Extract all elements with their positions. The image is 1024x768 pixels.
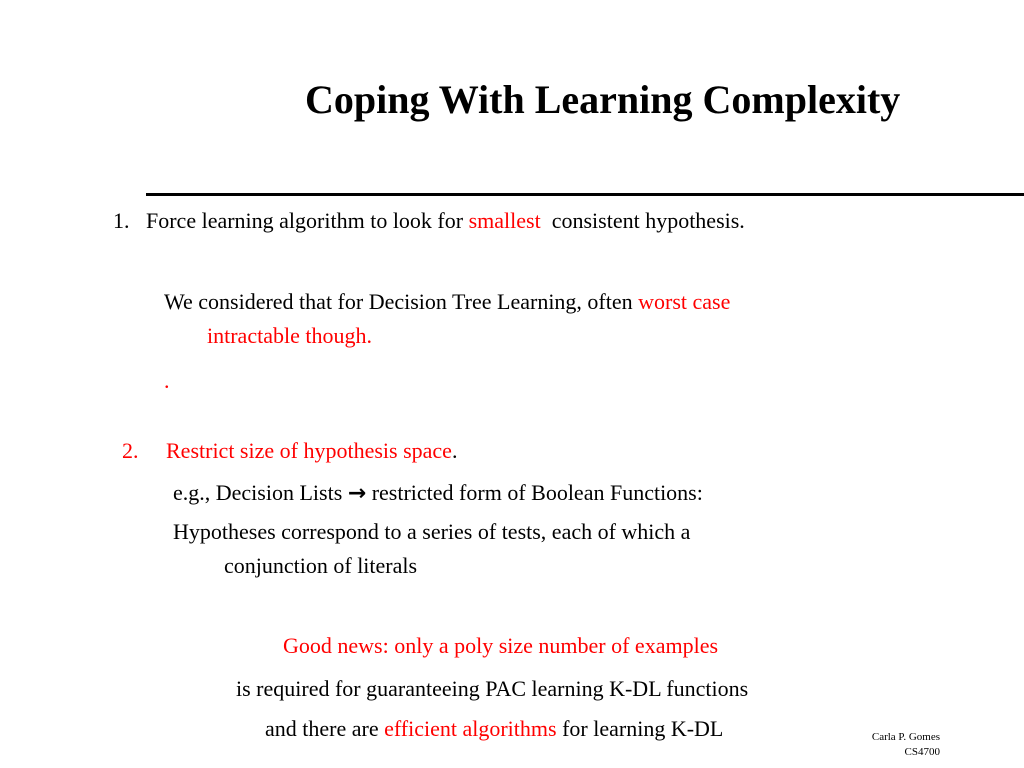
item-1-number: 1. xyxy=(113,208,130,233)
footer-course: CS4700 xyxy=(904,746,940,758)
slide-footer xyxy=(848,730,940,760)
item-1-note-highlight-1: worst case xyxy=(638,289,731,314)
item-2 xyxy=(122,437,457,465)
item-1-note-line-1 xyxy=(164,288,730,316)
item-1-text-before: Force learning algorithm to look for xyxy=(146,208,464,233)
footer-author: Carla P. Gomes xyxy=(871,731,940,743)
title-divider xyxy=(146,193,1024,196)
item-1-highlight: smallest xyxy=(468,208,541,233)
arrow-right-icon: → xyxy=(347,481,367,506)
good-news-line-3-after: for learning K-DL xyxy=(562,716,724,741)
good-news-line-1: Good news: only a poly size number of examples xyxy=(283,633,719,658)
item-2-number: 2. xyxy=(122,438,139,463)
good-news-line-2: is required for guaranteeing PAC learning K-DL functions xyxy=(236,676,749,701)
item-1-note-dot: . xyxy=(164,368,170,393)
good-news-line-3 xyxy=(265,715,723,743)
item-2-example-text-before: e.g., Decision Lists xyxy=(173,480,343,505)
item-1-note-line-2: intractable though. xyxy=(207,323,372,348)
good-news-line-3-highlight: efficient algorithms xyxy=(384,716,557,741)
item-2-example-text-after: restricted form of Boolean Functions: xyxy=(371,480,703,505)
item-1-note-text: We considered that for Decision Tree Learning, often xyxy=(164,289,633,314)
item-2-hypotheses-line-1: Hypotheses correspond to a series of tests, each of which a xyxy=(173,519,691,544)
item-2-period: . xyxy=(451,438,458,463)
slide-title: Coping With Learning Complexity xyxy=(305,77,901,122)
good-news-line-3-before: and there are xyxy=(265,716,379,741)
item-2-example xyxy=(173,479,703,508)
item-2-highlight: Restrict size of hypothesis space xyxy=(166,438,452,463)
item-2-hypotheses-line-2: conjunction of literals xyxy=(224,553,418,578)
item-1-text-after: consistent hypothesis. xyxy=(551,208,745,233)
item-1 xyxy=(113,207,745,235)
